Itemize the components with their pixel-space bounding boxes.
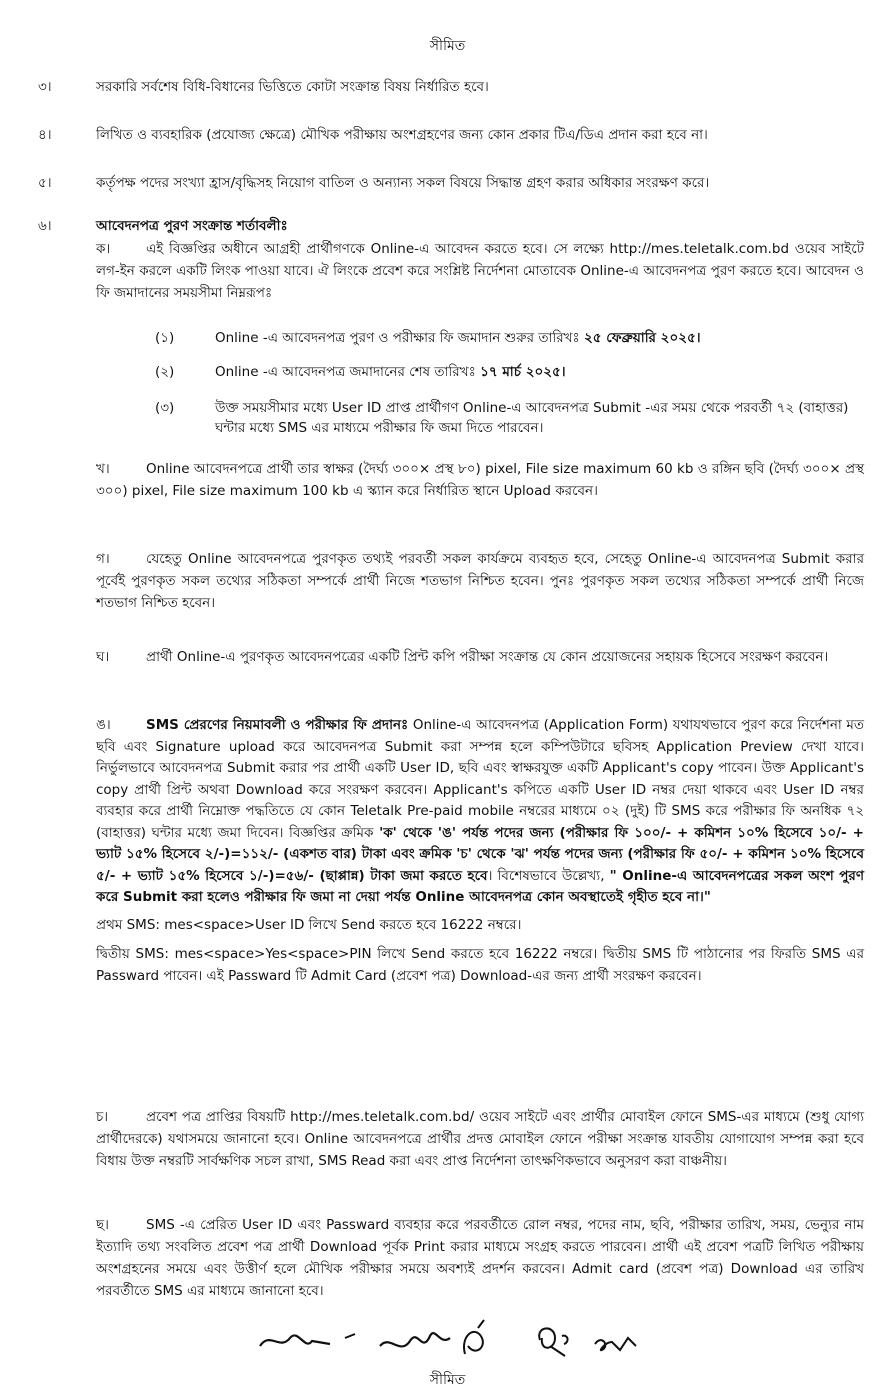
schedule-number: (২) [155,364,175,380]
section-label: ক। [96,241,111,257]
fee-details: 'ক' থেকে 'ঙ' পর্যন্ত পদের জন্য (পরীক্ষার ফি ১০০/- + কমিশন ১০% হিসেবে ১০/- + ভ্যাট ১৫% হিসেবে ২/-)=১১২/- (একশত বার) টাকা এবং ক্রমিক 'চ' থেকে 'ঝ' পর্যন্ত পদের জন্য (পরীক্ষার ফি ৫০/- + কমিশন ১০% হিসেবে ৫/- + ভ্যাট ১৫% হিসেবে ১/-)=৫৬/- (ছাপ্পান্ন) টাকা জমা করতে হবে [96,824,865,884]
sms-instruction-1: প্রথম SMS: mes<space>User ID লিখে Send করতে হবে 16222 নম্বরে। [96,916,522,933]
section-text: প্রার্থী Online-এ পুরণকৃত আবেদনপত্রের একটি প্রিন্ট কপি পরীক্ষা সংক্রান্ত যে কোন প্রয়োজনের সহায়ক হিসেবে সংরক্ষণ করবেন। [146,649,829,665]
clause-number: ৬। [38,218,52,234]
section-text-continued: । বিশেষভাবে উল্লেখ্য, [487,867,605,884]
schedule-number: (৩) [155,400,175,416]
clause-heading: আবেদনপত্র পুরণ সংক্রান্ত শর্তাবলীঃ [96,218,288,234]
schedule-date: ১৭ মার্চ ২০২৫। [480,364,566,380]
section-cha [96,1106,864,1172]
section-label: গ। [96,551,110,567]
section-label: খ। [96,461,110,477]
sms-instruction-2: দ্বিতীয় SMS: mes<space>Yes<space>PIN লিখে Send করতে হবে 16222 নম্বরে। দ্বিতীয় SMS টি পাঠানোর পর ফিরতি SMS এর Passward পাবেন। এই Passward টি Admit Card (প্রবেশ পত্র) Download-এর জন্য প্রার্থী সংরক্ষণ করবেন। [96,946,864,984]
schedule-text: Online -এ আবেদনপত্র পুরণ ও পরীক্ষার ফি জমাদান শুরুর তারিখঃ [215,330,580,346]
section-text: প্রবেশ পত্র প্রাপ্তির বিষয়টি http://mes.teletalk.com.bd/ ওয়েব সাইটে এবং প্রার্থীর মোবাইল ফোনে SMS-এর মাধ্যমে (শুধু যোগ্য প্রার্থীদেরকে) যথাসময়ে জানানো হবে। Online আবেদনপত্রে প্রার্থীর প্রদত্ত মোবাইল ফোনে পরীক্ষা সংক্রান্ত যাবতীয় যোগাযোগ সম্পন্ন করা হবে বিধায় উক্ত নম্বরটি সার্বক্ষণিক সচল রাখা, SMS Read করা এবং প্রাপ্ত নির্দেশনা তাৎক্ষণিকভাবে অনুসরণ করা বাঞ্চনীয়। [96,1109,864,1169]
schedule-text: উক্ত সময়সীমার মধ্যে User ID প্রাপ্ত প্রার্থীগণ Online-এ আবেদনপত্র Submit -এর সময় থেকে পরবর্তী ৭২ (বাহাত্তর) ঘন্টার মধ্যে SMS এর মাধ্যমে পরীক্ষার ফি জমা দিতে পারবেন। [215,400,849,436]
page-header-classification: সীমিত [429,38,466,54]
schedule-text: Online -এ আবেদনপত্র জমাদানের শেষ তারিখঃ [215,364,476,380]
section-text: SMS -এ প্রেরিত User ID এবং Passward ব্যবহার করে পরবর্তীতে রোল নম্বর, পদের নাম, ছবি, পরীক্ষার তারিখ, সময়, ভেন্যুর নাম ইত্যাদি তথ্য সংবলিত প্রবেশ পত্র প্রার্থী Download পূর্বক Print করার মাধ্যমে সংগ্রহ করতে পারবেন। প্রার্থী এই প্রবেশ পত্রটি লিখিত পরীক্ষায় অংশগ্রহনের সময়ে এবং উত্তীর্ণ হলে মৌখিক পরীক্ষার সময়ে অবশ্যই প্রদর্শন করবেন। Admit card (প্রবেশ পত্র) Download এর তারিখ পরবর্তীতে SMS এর মাধ্যমে জানানো হবে। [96,1217,864,1299]
section-text: Online-এ আবেদনপত্র (Application Form) যথাযথভাবে পুরণ করে নির্দেশনা মত ছবি এবং Signature upload করে আবেদনপত্র Submit করা সম্পন্ন হলে কম্পিউটারে ছবিসহ Application Preview দেখা যাবে। নির্ভুলভাবে আবেদনপত্র Submit করার পর প্রার্থী একটি User ID, ছবি এবং স্বাক্ষরযুক্ত একটি Applicant's copy পাবেন। উক্ত Applicant's copy প্রার্থী প্রিন্ট অথবা Download করে সংরক্ষণ করবেন। Applicant's কপিতে একটি User ID নম্বর দেয়া থাকবে এবং User ID নম্বর ব্যবহার করে প্রার্থী নিম্নোক্ত পদ্ধতিতে যে কোন Teletalk Pre-paid mobile নম্বরের মাধ্যমে ০২ (দুই) টি SMS করে পরীক্ষার ফি অনধিক ৭২ (বাহাত্তর) ঘন্টার মধ্যে জমা দিবেন। বিজ্ঞপ্তির ক্রমিক [96,717,865,841]
section-text: Online আবেদনপত্রে প্রার্থী তার স্বাক্ষর (দৈর্ঘ্য ৩০০× প্রস্থ ৮০) pixel, File size maximum 60 kb ও রঙ্গিন ছবি (দৈর্ঘ্য ৩০০× প্রস্থ ৩০০) pixel, File size maximum 100 kb এ স্ক্যান করে নির্ধারিত স্থানে Upload করবেন। [96,461,864,499]
clause-text: সরকারি সর্বশেষ বিধি-বিধানের ভিত্তিতে কোটা সংক্রান্ত বিষয় নির্ধারিত হবে। [96,79,489,95]
section-label: ঙ। [96,717,111,733]
handwritten-signatures [250,1316,670,1366]
schedule-date: ২৫ ফেব্রুয়ারি ২০২৫। [584,330,701,346]
section-text: যেহেতু Online আবেদনপত্রে পুরণকৃত তথ্যই পরবর্তী সকল কার্যক্রমে ব্যবহৃত হবে, সেহেতু Online-এ আবেদনপত্র Submit করার পূর্বেই পুরণকৃত সকল তথ্যের সঠিকতা সম্পর্কে প্রার্থী নিজে শতভাগ নিশ্চিত হবেন। পুনঃ পুরণকৃত সকল তথ্যের সঠিকতা সম্পর্কে প্রার্থী নিজে শতভাগ নিশ্চিত হবেন। [96,551,864,611]
clause-number: ৫। [38,175,52,191]
section-uma [96,715,864,987]
section-chha [96,1214,864,1302]
page-footer-classification: সীমিত [429,1372,466,1388]
clause-number: ৩। [38,79,52,95]
clause-text: কর্তৃপক্ষ পদের সংখ্যা হ্রাস/বৃদ্ধিসহ নিয়োগ বাতিল ও অন্যান্য সকল বিষয়ে সিদ্ধান্ত গ্রহণ করার অধিকার সংরক্ষণ করে। [96,175,710,191]
section-label: ছ। [96,1217,110,1233]
clause-number: ৪। [38,127,52,143]
section-label: চ। [96,1109,109,1125]
schedule-number: (১) [155,330,175,346]
section-label: ঘ। [96,649,110,665]
section-heading: SMS প্রেরণের নিয়মাবলী ও পরীক্ষার ফি প্রদানঃ [146,717,409,733]
clause-text: লিখিত ও ব্যবহারিক (প্রযোজ্য ক্ষেত্রে) মৌখিক পরীক্ষায় অংশগ্রহণের জন্য কোন প্রকার টিএ/ডিএ প্রদান করা হবে না। [96,127,708,143]
section-kha [96,458,864,502]
notice-quote: " Online-এ আবেদনপত্রের সকল অংশ পুরণ করে Submit করা হলেও পরীক্ষার ফি জমা না দেয়া পর্যন্ত Online আবেদনপত্র কোন অবস্থাতেই গৃহীত হবে না।" [96,867,865,905]
section-gha [96,646,864,668]
section-text: এই বিজ্ঞপ্তির অধীনে আগ্রহী প্রার্থীগণকে Online-এ আবেদন করতে হবে। সে লক্ষ্যে http://mes.teletalk.com.bd ওয়েব সাইটে লগ-ইন করলে একটি লিংক পাওয়া যাবে। ঐ লিংকে প্রবেশ করে সংশ্লিষ্ট নির্দেশনা মোতাবেক Online-এ আবেদনপত্র পুরণ করতে হবে। আবেদন ও ফি জমাদানের সময়সীমা নিম্নরূপঃ [96,241,864,301]
section-ga [96,548,864,614]
section-ka [96,238,864,304]
